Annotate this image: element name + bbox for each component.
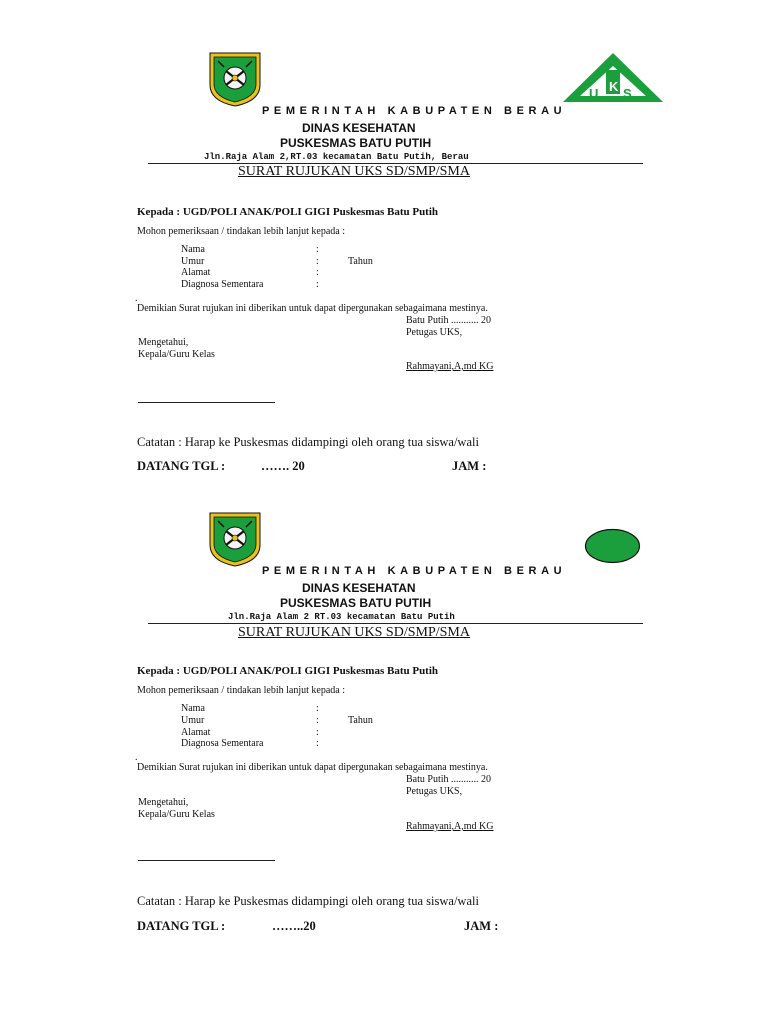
- field-umur-label: Umur: [181, 715, 205, 726]
- catatan-line: Catatan : Harap ke Puskesmas didampingi oleh orang tua siswa/wali: [137, 435, 479, 449]
- place-date: Batu Putih ........... 20: [406, 774, 492, 785]
- field-diagnosa-colon: :: [316, 279, 319, 290]
- dinas-header: DINAS KESEHATAN: [302, 581, 416, 595]
- field-nama-colon: :: [316, 703, 319, 714]
- field-umur-label: Umur: [181, 256, 205, 267]
- jam-label: JAM :: [464, 919, 499, 933]
- field-nama-label: Nama: [181, 703, 205, 714]
- field-alamat-colon: :: [316, 727, 319, 738]
- place-date: Batu Putih ........... 20: [406, 315, 492, 326]
- uks-triangle-logo-icon: [562, 52, 664, 103]
- svg-text:U: U: [589, 86, 599, 101]
- header-divider: [148, 623, 643, 624]
- officer-name: Rahmayani,A,md KG: [406, 361, 494, 372]
- field-umur-colon: :: [316, 256, 319, 267]
- gov-header: PEMERINTAH KABUPATEN BERAU: [262, 105, 567, 117]
- dot-mark: .: [135, 752, 138, 763]
- datang-value: ……..20: [272, 919, 316, 933]
- mengetahui-label: Mengetahui,: [138, 797, 189, 808]
- kepada-line: Kepada : UGD/POLI ANAK/POLI GIGI Puskesmas Batu Putih: [137, 665, 439, 677]
- field-alamat-label: Alamat: [181, 267, 211, 278]
- field-alamat-colon: :: [316, 267, 319, 278]
- field-alamat-label: Alamat: [181, 727, 211, 738]
- catatan-line: Catatan : Harap ke Puskesmas didampingi oleh orang tua siswa/wali: [137, 894, 479, 908]
- dot-mark: .: [135, 293, 138, 304]
- dinas-header: DINAS KESEHATAN: [302, 121, 416, 135]
- svg-text:K: K: [609, 79, 619, 94]
- datang-value: ……. 20: [261, 459, 305, 473]
- green-oval-icon: [584, 528, 641, 564]
- gov-header: PEMERINTAH KABUPATEN BERAU: [262, 565, 567, 577]
- petugas-label: Petugas UKS,: [406, 786, 463, 797]
- field-umur-colon: :: [316, 715, 319, 726]
- svg-text:S: S: [623, 86, 632, 101]
- field-tahun-label: Tahun: [348, 256, 373, 267]
- closing-line: Demikian Surat rujukan ini diberikan untuk dapat dipergunakan sebagaimana mestinya.: [137, 303, 488, 314]
- field-nama-label: Nama: [181, 244, 205, 255]
- kepada-line: Kepada : UGD/POLI ANAK/POLI GIGI Puskesmas Batu Putih: [137, 206, 439, 218]
- datang-label: DATANG TGL :: [137, 459, 226, 473]
- signature-line: [138, 860, 275, 861]
- kepala-label: Kepala/Guru Kelas: [138, 349, 215, 360]
- field-diagnosa-label: Diagnosa Sementara: [181, 738, 264, 749]
- jam-label: JAM :: [452, 459, 487, 473]
- field-diagnosa-colon: :: [316, 738, 319, 749]
- berau-regency-emblem-icon: [208, 511, 262, 568]
- kepala-label: Kepala/Guru Kelas: [138, 809, 215, 820]
- signature-line: [138, 402, 275, 403]
- closing-line: Demikian Surat rujukan ini diberikan untuk dapat dipergunakan sebagaimana mestinya.: [137, 762, 488, 773]
- field-nama-colon: :: [316, 244, 319, 255]
- puskesmas-header: PUSKESMAS BATU PUTIH: [280, 136, 432, 150]
- address-line: Jln.Raja Alam 2 RT.03 kecamatan Batu Putih: [228, 612, 455, 622]
- field-tahun-label: Tahun: [348, 715, 373, 726]
- field-diagnosa-label: Diagnosa Sementara: [181, 279, 264, 290]
- berau-regency-emblem-icon: [208, 51, 262, 108]
- petugas-label: Petugas UKS,: [406, 327, 463, 338]
- puskesmas-header: PUSKESMAS BATU PUTIH: [280, 596, 432, 610]
- datang-label: DATANG TGL :: [137, 919, 226, 933]
- intro-line: Mohon pemeriksaan / tindakan lebih lanjut kepada :: [137, 226, 345, 237]
- officer-name: Rahmayani,A,md KG: [406, 821, 494, 832]
- address-line: Jln.Raja Alam 2,RT.03 kecamatan Batu Putih, Berau: [204, 152, 469, 162]
- form-title: SURAT RUJUKAN UKS SD/SMP/SMA: [238, 625, 470, 640]
- intro-line: Mohon pemeriksaan / tindakan lebih lanjut kepada :: [137, 685, 345, 696]
- form-title: SURAT RUJUKAN UKS SD/SMP/SMA: [238, 164, 470, 179]
- mengetahui-label: Mengetahui,: [138, 337, 189, 348]
